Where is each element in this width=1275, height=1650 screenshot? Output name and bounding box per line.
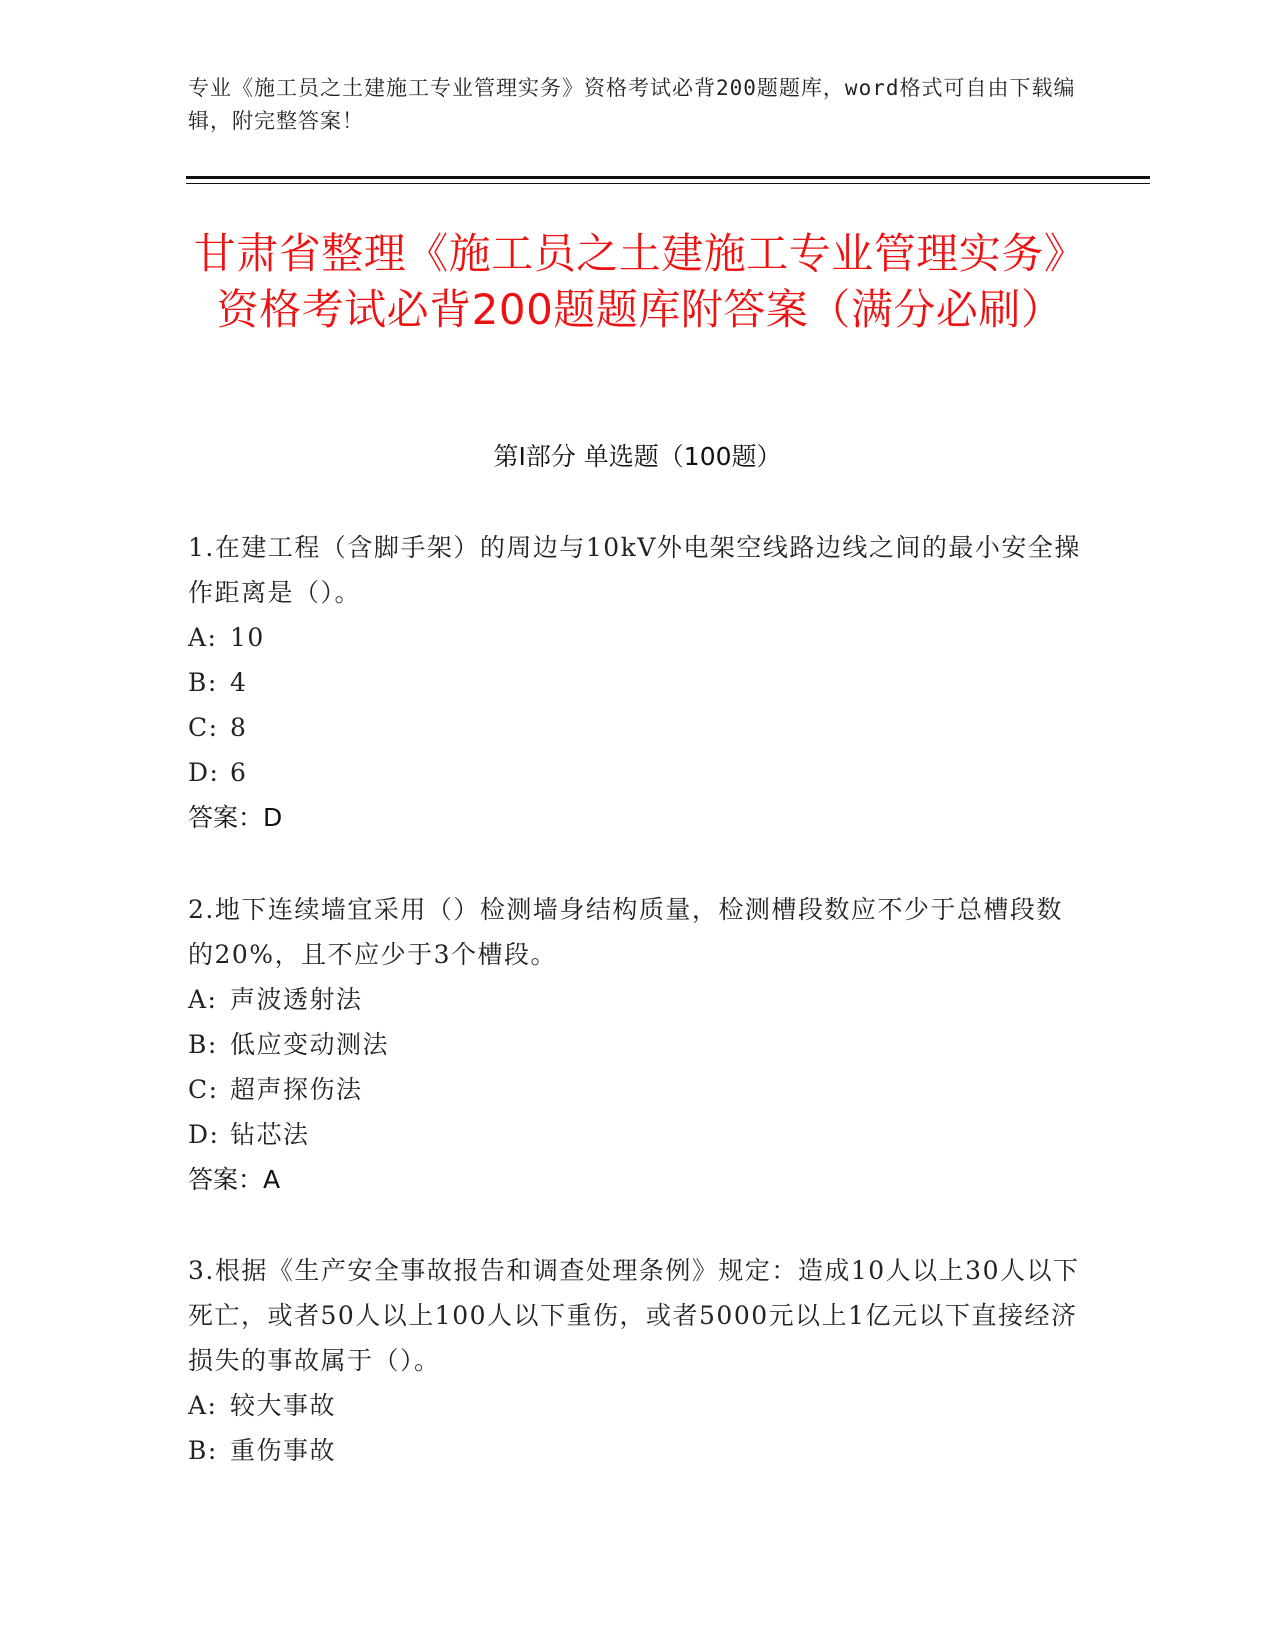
option-a <box>188 615 1088 660</box>
section-title: 第Ⅰ部分 单选题（100题） <box>493 442 782 471</box>
option-text: 低应变动测法 <box>230 1030 390 1059</box>
option-c <box>188 705 1088 750</box>
option-b <box>188 660 1088 705</box>
option-letter: D: <box>188 758 220 787</box>
option-d <box>188 1112 1088 1157</box>
question-1 <box>188 525 1088 840</box>
document-title: 甘肃省整理《施工员之土建施工专业管理实务》资格考试必背200题题库附答案（满分必刷） <box>193 229 1087 334</box>
option-letter: D: <box>188 1120 220 1149</box>
option-a <box>188 977 1088 1022</box>
option-text: 6 <box>230 758 248 787</box>
option-c <box>188 1067 1088 1112</box>
answer-line: 答案：D <box>188 803 283 832</box>
option-text: 声波透射法 <box>230 985 363 1014</box>
question-stem: 1.在建工程（含脚手架）的周边与10kV外电架空线路边线之间的最小安全操作距离是（）。 <box>188 533 1081 607</box>
option-d <box>188 750 1088 795</box>
answer-line: 答案：A <box>188 1165 281 1194</box>
question-stem: 2.地下连续墙宜采用（）检测墙身结构质量，检测槽段数应不少于总槽段数的20%，且不应少于3个槽段。 <box>188 895 1063 969</box>
question-stem: 3.根据《生产安全事故报告和调查处理条例》规定：造成10人以上30人以下死亡，或者50人以上100人以下重伤，或者5000元以上1亿元以下直接经济损失的事故属于（）。 <box>188 1256 1080 1375</box>
option-b <box>188 1022 1088 1067</box>
header-divider-thick <box>186 176 1150 179</box>
option-letter: C: <box>188 713 219 742</box>
option-text: 钻芯法 <box>230 1120 310 1149</box>
option-letter: C: <box>188 1075 219 1104</box>
question-2 <box>188 887 1088 1202</box>
question-3 <box>188 1248 1088 1473</box>
option-letter: B: <box>188 668 218 697</box>
option-text: 10 <box>230 623 265 652</box>
option-letter: A: <box>188 1391 218 1420</box>
option-text: 4 <box>230 668 248 697</box>
option-a <box>188 1383 1088 1428</box>
option-letter: B: <box>188 1030 218 1059</box>
option-text: 8 <box>230 713 248 742</box>
option-text: 超声探伤法 <box>230 1075 363 1104</box>
option-text: 较大事故 <box>230 1391 337 1420</box>
option-b <box>188 1428 1088 1473</box>
option-letter: A: <box>188 985 218 1014</box>
header-divider-thin <box>186 183 1150 184</box>
option-letter: B: <box>188 1436 218 1465</box>
header-note: 专业《施工员之土建施工专业管理实务》资格考试必背200题题库，word格式可自由下载编辑，附完整答案！ <box>188 76 1076 133</box>
option-letter: A: <box>188 623 218 652</box>
option-text: 重伤事故 <box>230 1436 337 1465</box>
